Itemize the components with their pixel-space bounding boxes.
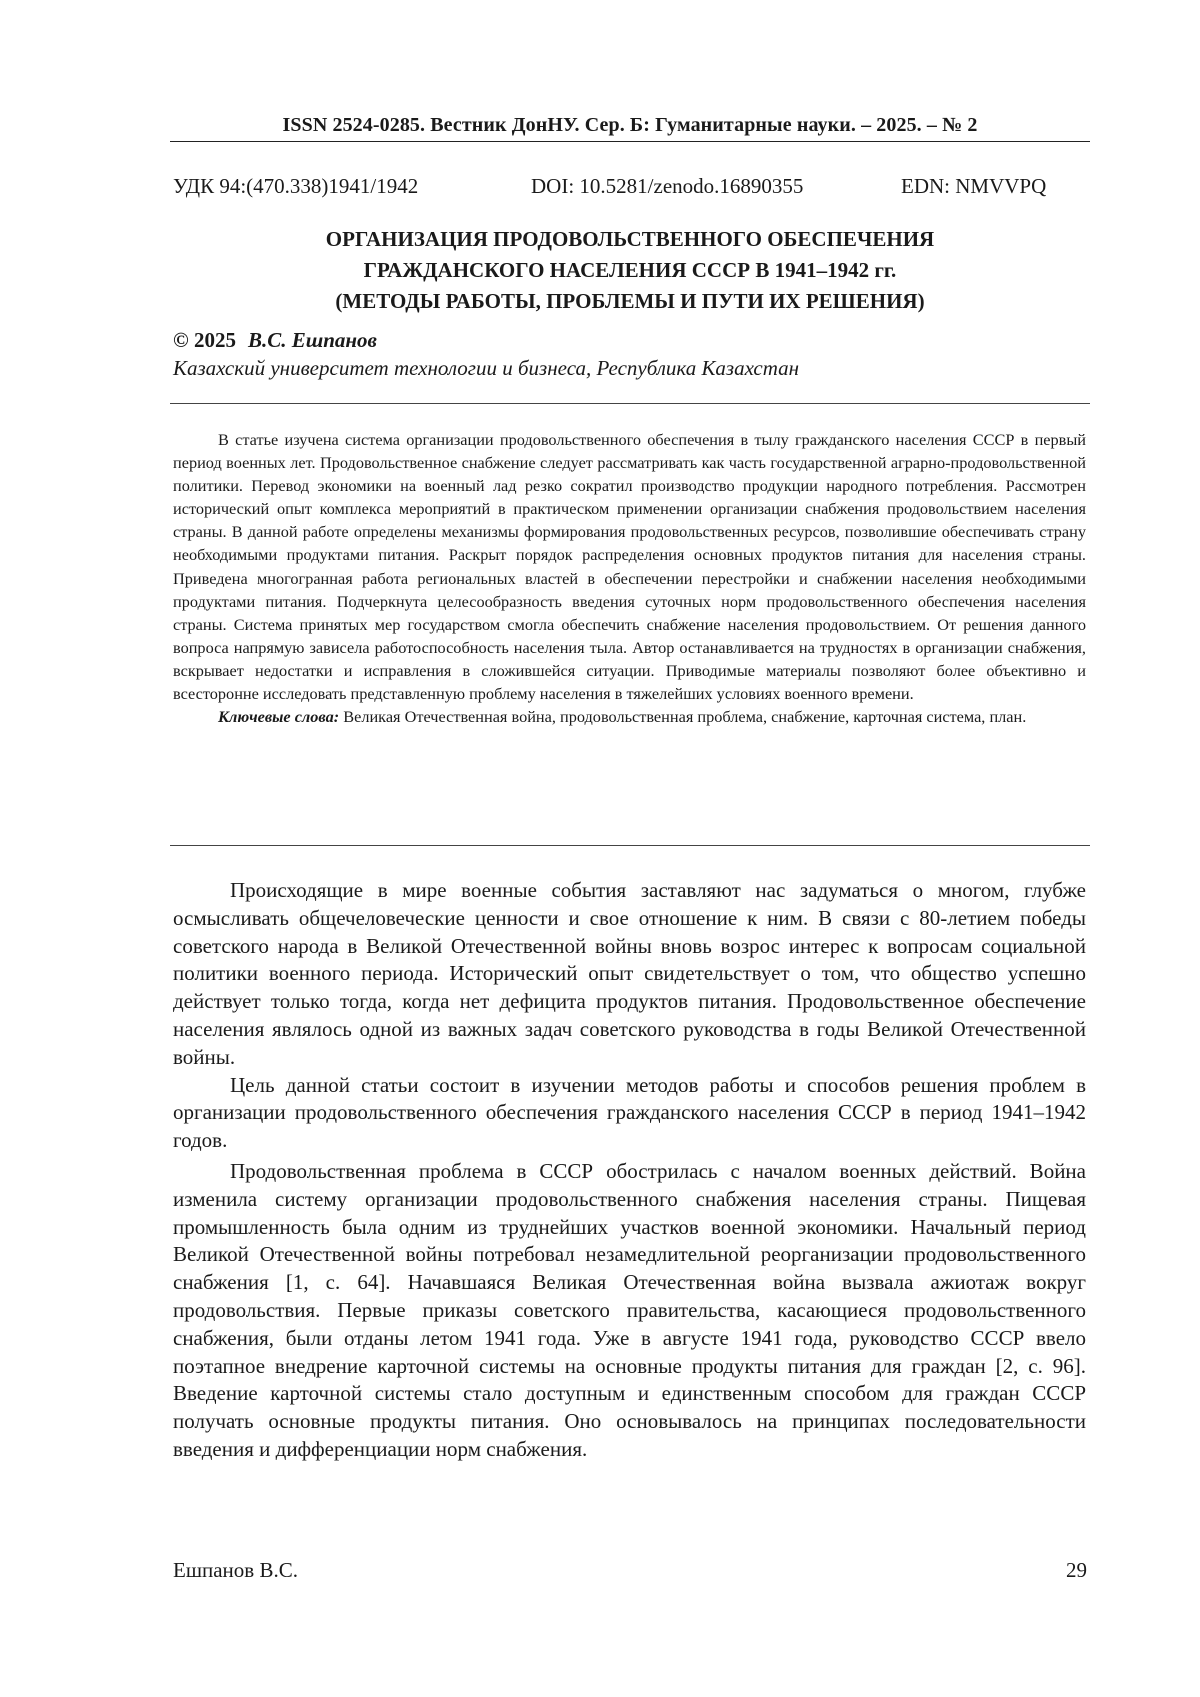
edn-code: EDN: NMVVPQ bbox=[901, 174, 1047, 198]
author-affiliation: Казахский университет технологии и бизнеса, Республика Казахстан bbox=[173, 356, 800, 380]
footer-author: Ешпанов В.С. bbox=[173, 1558, 298, 1582]
article-page bbox=[170, 0, 1090, 1697]
keywords-label: Ключевые слова: bbox=[218, 707, 340, 727]
doi-code: DOI: 10.5281/zenodo.16890355 bbox=[531, 174, 804, 198]
title-line: ГРАЖДАНСКОГО НАСЕЛЕНИЯ СССР В 1941–1942 гг. bbox=[363, 258, 897, 282]
keywords-line bbox=[173, 705, 1086, 728]
title-line: ОРГАНИЗАЦИЯ ПРОДОВОЛЬСТВЕННОГО ОБЕСПЕЧЕНИЯ bbox=[325, 227, 935, 251]
abstract-text: В статье изучена система организации продовольственного обеспечения в тылу гражданского населения СССР в первый период военных лет. Продовольственное снабжение следует рассматривать как часть государственной аграрно-продовольственной политики. Перевод экономики на военный лад резко сократил производство продукции народного потребления. Рассмотрен исторический опыт комплекса мероприятий в практическом применении организации снабжения продовольствием населения страны. В данной работе определены механизмы формирования продовольственных ресурсов, позволившие обеспечивать страну необходимыми продуктами питания. Раскрыт порядок распределения основных продуктов питания для населения страны. Приведена многогранная работа региональных властей в обеспечении перестройки и снабжении населения необходимыми продуктами питания. Подчеркнута целесообразность введения суточных норм продовольственного обеспечения населения страны. Система принятых мер государством смогла обеспечить снабжение населения продовольствием. От решения данного вопроса напрямую зависела работоспособность населения тыла. Автор останавливается на трудностях в организации снабжения, вскрывает недостатки и исправления в сложившейся ситуации. Приводимые материалы позволяют более объективно и всесторонне исследовать представленную проблему населения в тяжелейших условиях военного времени. bbox=[173, 430, 1086, 704]
abstract-top-rule bbox=[170, 403, 1090, 404]
article-body bbox=[173, 877, 1086, 1464]
body-paragraph: Происходящие в мире военные события заставляют нас задуматься о многом, глубже осмысливать общечеловеческие ценности и свое отношение к ним. В связи с 80-летием победы советского народа в Великой Отечественной войны вновь возрос интерес к вопросам социальной политики военного периода. Исторический опыт свидетельствует о том, что общество успешно действует только тогда, когда нет дефицита продуктов питания. Продовольственное обеспечение населения являлось одной из важных задач советского руководства в годы Великой Отечественной войны. bbox=[173, 878, 1086, 1069]
author-name: В.С. Ешпанов bbox=[247, 328, 377, 352]
title-line: (МЕТОДЫ РАБОТЫ, ПРОБЛЕМЫ И ПУТИ ИХ РЕШЕНИЯ) bbox=[335, 289, 925, 313]
udc-code: УДК 94:(470.338)1941/1942 bbox=[173, 174, 419, 198]
copyright-year: © 2025 bbox=[173, 328, 236, 352]
page-number: 29 bbox=[1066, 1558, 1087, 1582]
author-line bbox=[173, 328, 377, 353]
abstract bbox=[173, 428, 1086, 728]
journal-running-head: ISSN 2524-0285. Вестник ДонНУ. Сер. Б: Гуманитарные науки. – 2025. – № 2 bbox=[282, 114, 978, 136]
body-paragraph: Продовольственная проблема в СССР обострилась с началом военных действий. Война изменила систему организации продовольственного снабжения населения страны. Пищевая промышленность была одним из труднейших участков военной экономики. Начальный период Великой Отечественной войны потребовал незамедлительной реорганизации продовольственного снабжения [1, с. 64]. Начавшаяся Великая Отечественная война вызвала ажиотаж вокруг продовольствия. Первые приказы советского правительства, касающиеся продовольственного снабжения, были отданы летом 1941 года. Уже в августе 1941 года, руководство СССР ввело поэтапное внедрение карточной системы на основные продукты питания для граждан [2, с. 96]. Введение карточной системы стало доступным и единственным способом для граждан СССР получать основные продукты питания. Оно основывалось на принципах последовательности введения и дифференциации норм снабжения. bbox=[173, 1158, 1086, 1461]
article-title bbox=[170, 224, 1090, 317]
keywords-text: Великая Отечественная война, продовольственная проблема, снабжение, карточная система, план. bbox=[343, 707, 1027, 727]
header-rule bbox=[170, 141, 1090, 142]
body-paragraph: Цель данной статьи состоит в изучении методов работы и способов решения проблем в организации продовольственного обеспечения гражданского населения СССР в период 1941–1942 годов. bbox=[173, 1072, 1086, 1153]
abstract-bottom-rule bbox=[170, 845, 1090, 846]
